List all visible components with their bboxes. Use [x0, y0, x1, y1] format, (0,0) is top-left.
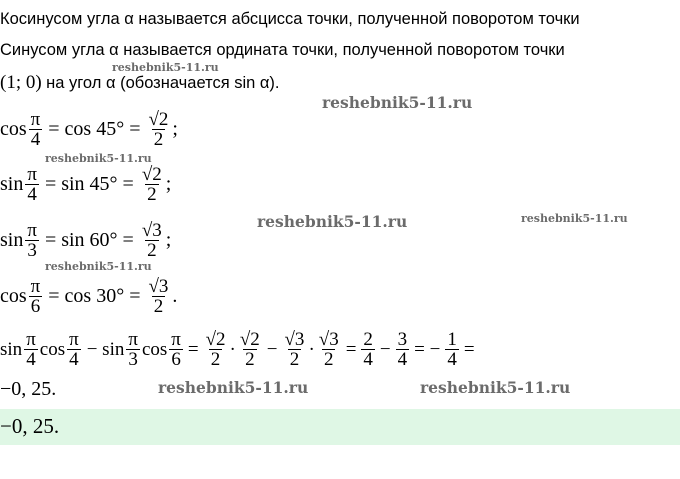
answer-value: −0, 25. [0, 414, 60, 438]
term: cos [39, 338, 66, 360]
end: ; [172, 118, 178, 140]
answer-box [0, 409, 680, 445]
denominator: 3 [128, 349, 138, 370]
fn: cos [0, 285, 27, 307]
result-fraction [140, 221, 164, 260]
denominator: 3 [27, 240, 37, 261]
equation-combined [0, 330, 475, 369]
equals-minus: = − [414, 338, 441, 360]
denominator: 6 [30, 296, 41, 317]
sin-definition: Синусом угла α называется ордината точки, полученной поворотом точки [0, 41, 565, 59]
fn: cos [0, 118, 27, 140]
fraction [126, 330, 140, 369]
fraction [361, 330, 375, 369]
numerator: π [26, 329, 36, 350]
dot: · [229, 338, 236, 360]
result-fraction [140, 165, 164, 204]
numerator: √2 [239, 329, 260, 350]
fraction [396, 330, 410, 369]
fraction [317, 330, 341, 369]
end: . [172, 285, 178, 307]
fraction [204, 330, 228, 369]
fraction [29, 110, 43, 149]
numerator: π [30, 276, 41, 297]
watermark: reshebnik5-11.ru [322, 93, 473, 112]
denominator: 4 [26, 349, 36, 370]
numerator: π [30, 109, 41, 130]
denominator: 4 [27, 184, 37, 205]
dot: · [308, 338, 315, 360]
numerator: π [171, 329, 181, 350]
numerator: π [128, 329, 138, 350]
equals: = [345, 338, 357, 360]
numerator: √3 [148, 276, 169, 297]
minus: − [379, 338, 391, 360]
fraction [24, 330, 38, 369]
point-coords: (1; 0) [0, 72, 42, 93]
term: cos [141, 338, 168, 360]
denominator: 4 [363, 349, 373, 370]
fn: sin [0, 229, 24, 251]
numerator: √3 [284, 329, 305, 350]
denominator: 2 [323, 349, 334, 370]
minus: − [266, 338, 278, 360]
fraction [445, 330, 459, 369]
denominator: 2 [147, 240, 157, 261]
term: sin [0, 338, 23, 360]
fraction [238, 330, 262, 369]
fn: sin [0, 173, 24, 195]
numerator: √3 [141, 220, 162, 241]
end: ; [165, 173, 172, 195]
equation-sin-pi-3 [0, 221, 171, 260]
equation-cos-pi-6 [0, 277, 177, 316]
numerator: 3 [397, 329, 408, 350]
equals: = [463, 338, 475, 360]
angle-note: на угол α (обозначается sin α). [46, 74, 280, 92]
numerator: √3 [318, 329, 339, 350]
cos-definition: Косинусом угла α называется абсцисса точки, полученной поворотом точки [0, 10, 580, 28]
equation-sin-pi-4 [0, 165, 171, 204]
watermark: reshebnik5-11.ru [521, 212, 628, 225]
denominator: 2 [210, 349, 221, 370]
middle: = cos 30° = [48, 285, 141, 307]
point-line [0, 72, 280, 94]
equation-cos-pi-4 [0, 110, 178, 149]
watermark: reshebnik5-11.ru [45, 260, 152, 273]
watermark: reshebnik5-11.ru [45, 152, 152, 165]
denominator: 2 [153, 129, 164, 150]
numerator: √2 [148, 109, 169, 130]
numerator: π [27, 164, 37, 185]
middle: = cos 45° = [48, 118, 141, 140]
middle: = sin 45° = [44, 173, 134, 195]
equals: = [187, 338, 199, 360]
numerator: 1 [447, 329, 457, 350]
result-line: −0, 25. [0, 378, 57, 400]
denominator: 4 [397, 349, 408, 370]
fraction [67, 330, 81, 369]
fraction [169, 330, 183, 369]
denominator: 2 [153, 296, 164, 317]
numerator: π [27, 220, 37, 241]
numerator: 2 [363, 329, 373, 350]
result-fraction [146, 110, 170, 149]
denominator: 2 [289, 349, 300, 370]
term: − sin [86, 338, 125, 360]
end: ; [165, 229, 172, 251]
watermark: reshebnik5-11.ru [112, 61, 219, 74]
result-fraction [146, 277, 170, 316]
fraction [25, 221, 39, 260]
numerator: π [69, 329, 79, 350]
fraction [29, 277, 43, 316]
numerator: √2 [141, 164, 162, 185]
denominator: 4 [30, 129, 41, 150]
middle: = sin 60° = [44, 229, 134, 251]
denominator: 4 [447, 349, 457, 370]
watermark: reshebnik5-11.ru [158, 378, 309, 397]
watermark: reshebnik5-11.ru [420, 378, 571, 397]
denominator: 2 [147, 184, 157, 205]
numerator: √2 [205, 329, 226, 350]
watermark: reshebnik5-11.ru [257, 212, 408, 231]
fraction [283, 330, 307, 369]
denominator: 4 [69, 349, 79, 370]
denominator: 2 [245, 349, 255, 370]
fraction [25, 165, 39, 204]
denominator: 6 [171, 349, 181, 370]
